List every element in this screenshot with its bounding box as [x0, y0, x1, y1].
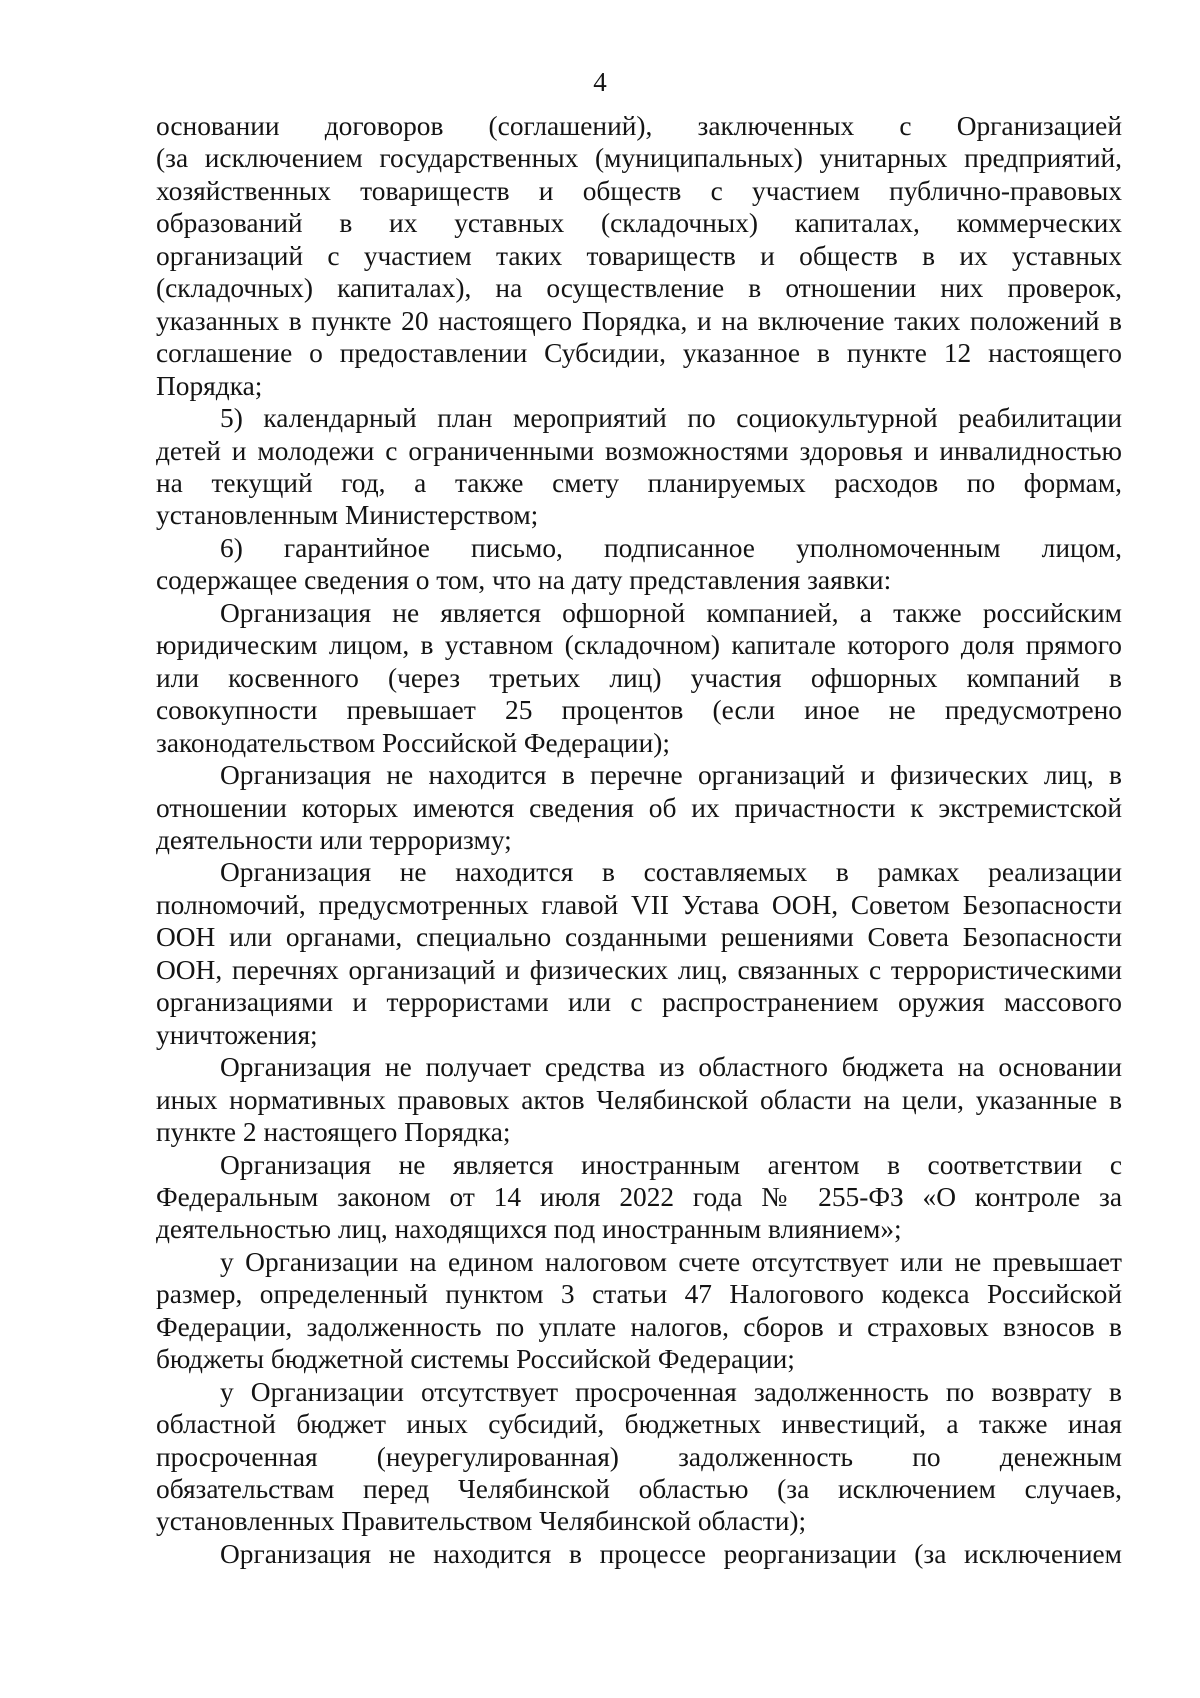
text-line: организаций с участием таких товариществ и обществ в их уставных — [156, 240, 1122, 271]
text-line: ООН, перечнях организаций и физических лиц, связанных с террористическими — [156, 954, 1122, 985]
text-line: иных нормативных правовых актов Челябинской области на цели, указанные в — [156, 1084, 1122, 1115]
text-line: ООН или органами, специально созданными решениями Совета Безопасности — [156, 922, 1122, 953]
page-number: 4 — [593, 67, 607, 97]
text-line: соглашение о предоставлении Субсидии, указанное в пункте 12 настоящего — [156, 338, 1122, 369]
text-line: (складочных) капиталах), на осуществление в отношении них проверок, — [156, 273, 1122, 304]
text-line: полномочий, предусмотренных главой VII Устава ООН, Советом Безопасности — [156, 889, 1122, 920]
text-line: образований в их уставных (складочных) капиталах, коммерческих — [156, 208, 1122, 239]
text-line: или косвенного (через третьих лиц) участия офшорных компаний в — [156, 662, 1122, 693]
text-line: 5) календарный план мероприятий по социокультурной реабилитации — [220, 403, 1122, 434]
text-line: размер, определенный пунктом 3 статьи 47 Налогового кодекса Российской — [156, 1279, 1122, 1310]
text-line: хозяйственных товариществ и обществ с участием публично-правовых — [156, 175, 1122, 206]
text-line: Организация не получает средства из областного бюджета на основании — [220, 1052, 1122, 1083]
document-body — [156, 110, 1122, 1570]
text-line: установленных Правительством Челябинской области); — [156, 1506, 807, 1537]
text-line: у Организации отсутствует просроченная задолженность по возврату в — [220, 1376, 1122, 1407]
text-line: основании договоров (соглашений), заключенных с Организацией — [156, 111, 1122, 141]
text-line: у Организации на едином налоговом счете отсутствует или не превышает — [220, 1246, 1122, 1277]
text-line: деятельности или терроризму; — [156, 824, 512, 855]
text-line: Организация не находится в перечне организаций и физических лиц, в — [220, 760, 1122, 791]
text-line: юридическим лицом, в уставном (складочном) капитале которого доля прямого — [156, 630, 1122, 661]
text-line: установленным Министерством; — [156, 500, 539, 531]
text-line: совокупности превышает 25 процентов (если иное не предусмотрено — [156, 695, 1122, 726]
text-line: пункте 2 настоящего Порядка; — [156, 1117, 511, 1148]
text-line: бюджеты бюджетной системы Российской Федерации; — [156, 1344, 795, 1375]
text-line: Организация не является офшорной компанией, а также российским — [220, 597, 1122, 628]
text-line: Организация не является иностранным агентом в соответствии с — [220, 1149, 1122, 1180]
text-line: (за исключением государственных (муниципальных) унитарных предприятий, — [156, 143, 1122, 174]
text-line: содержащее сведения о том, что на дату представления заявки: — [156, 565, 892, 596]
text-line: указанных в пункте 20 настоящего Порядка, и на включение таких положений в — [156, 305, 1122, 336]
text-line: Федеральным законом от 14 июля 2022 года № 255-ФЗ «О контроле за — [156, 1181, 1122, 1212]
text-line: деятельностью лиц, находящихся под иностранным влиянием»; — [156, 1214, 902, 1245]
text-line: просроченная (неурегулированная) задолженность по денежным — [156, 1441, 1122, 1472]
text-line: отношении которых имеются сведения об их причастности к экстремистской — [156, 792, 1122, 823]
text-line: Федерации, задолженность по уплате налогов, сборов и страховых взносов в — [156, 1311, 1122, 1342]
text-line: обязательствам перед Челябинской областью (за исключением случаев, — [156, 1474, 1122, 1505]
text-line: законодательством Российской Федерации); — [156, 727, 670, 758]
text-line: Порядка; — [156, 370, 263, 401]
text-line: организациями и террористами или с распространением оружия массового — [156, 987, 1122, 1018]
text-line: областной бюджет иных субсидий, бюджетных инвестиций, а также иная — [156, 1409, 1122, 1440]
text-line: детей и молодежи с ограниченными возможностями здоровья и инвалидностью — [156, 435, 1122, 466]
text-line: 6) гарантийное письмо, подписанное уполномоченным лицом, — [220, 532, 1122, 563]
text-line: Организация не находится в составляемых в рамках реализации — [220, 857, 1122, 888]
text-line: Организация не находится в процессе реорганизации (за исключением — [220, 1538, 1122, 1569]
text-line: уничтожения; — [156, 1019, 318, 1050]
text-line: на текущий год, а также смету планируемых расходов по формам, — [156, 467, 1122, 498]
